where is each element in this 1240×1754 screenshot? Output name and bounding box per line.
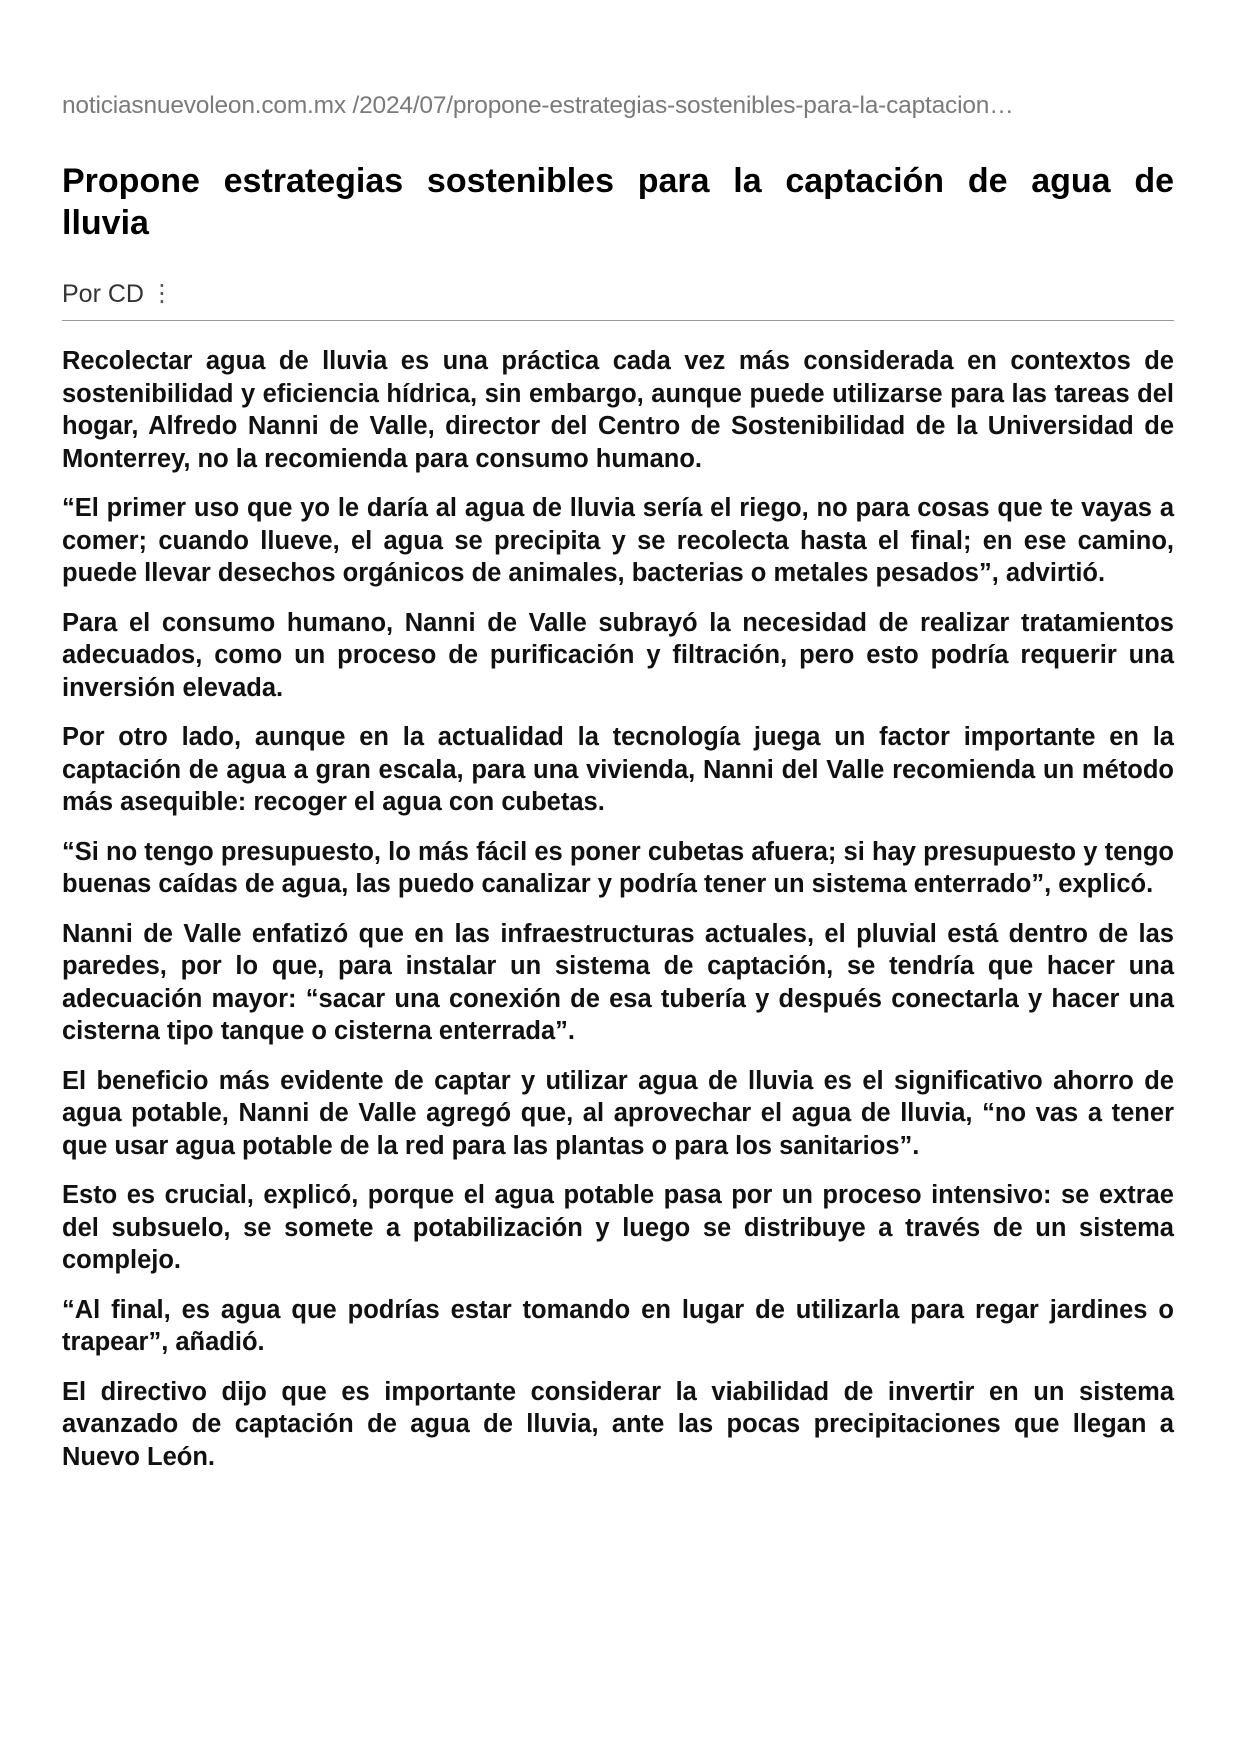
paragraph: “Al final, es agua que podrías estar tomando en lugar de utilizarla para regar jardines o trapear”, añadió. <box>62 1295 1174 1356</box>
paragraph: “El primer uso que yo le daría al agua de lluvia sería el riego, no para cosas que te vayas a comer; cuando llueve, el agua se precipita y se recolecta hasta el final; en ese camino, puede llevar desechos orgánicos de animales, bacterias o metales pesados”, advirtió. <box>62 494 1174 587</box>
byline <box>62 280 174 309</box>
article-body <box>62 345 1174 1490</box>
divider <box>62 320 1174 321</box>
paragraph: El beneficio más evidente de captar y utilizar agua de lluvia es el significativo ahorro de agua potable, Nanni de Valle agregó que, al aprovechar el agua de lluvia, “no vas a tener que usar agua potable de la red para las plantas o para los sanitarios”. <box>62 1066 1174 1160</box>
source-url[interactable]: noticiasnuevoleon.com.mx /2024/07/propone-estrategias-sostenibles-para-la-captacion… <box>62 92 1014 119</box>
paragraph: El directivo dijo que es importante considerar la viabilidad de invertir en un sistema avanzado de captación de agua de lluvia, ante las pocas precipitaciones que llegan a Nuevo León. <box>62 1377 1174 1471</box>
paragraph: Para el consumo humano, Nanni de Valle subrayó la necesidad de realizar tratamientos adecuados, como un proceso de purificación y filtración, pero esto podría requerir una inversión elevada. <box>62 608 1174 702</box>
byline-author: Por CD <box>62 280 144 308</box>
article-title: Propone estrategias sostenibles para la captación de agua de lluvia <box>62 162 1174 242</box>
more-vertical-icon[interactable]: ⋮ <box>149 280 174 307</box>
paragraph: Esto es crucial, explicó, porque el agua potable pasa por un proceso intensivo: se extrae del subsuelo, se somete a potabilización y luego se distribuye a través de un sistema complejo. <box>62 1181 1174 1274</box>
paragraph: “Si no tengo presupuesto, lo más fácil es poner cubetas afuera; si hay presupuesto y tengo buenas caídas de agua, las puedo canalizar y podría tener un sistema enterrado”, explicó. <box>62 837 1174 898</box>
paragraph: Recolectar agua de lluvia es una práctica cada vez más considerada en contextos de sostenibilidad y eficiencia hídrica, sin embargo, aunque puede utilizarse para las tareas del hogar, Alfredo Nanni de Valle, director del Centro de Sostenibilidad de la Universidad de Monterrey, no la recomienda para consumo humano. <box>62 347 1174 473</box>
paragraph: Nanni de Valle enfatizó que en las infraestructuras actuales, el pluvial está dentro de las paredes, por lo que, para instalar un sistema de captación, se tendría que hacer una adecuación mayor: “sacar una conexión de esa tubería y después conectarla y hacer una cisterna tipo tanque o cisterna enterrada”. <box>62 919 1174 1045</box>
paragraph: Por otro lado, aunque en la actualidad la tecnología juega un factor importante en la captación de agua a gran escala, para una vivienda, Nanni del Valle recomienda un método más asequible: recoger el agua con cubetas. <box>62 723 1174 816</box>
